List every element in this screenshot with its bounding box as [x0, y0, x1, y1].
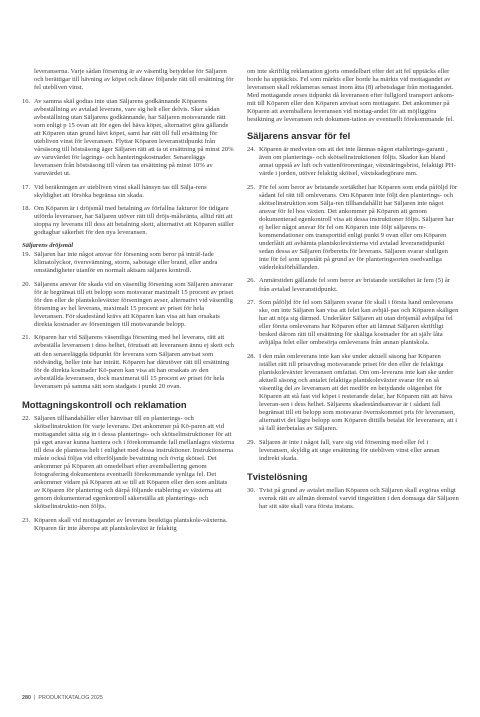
clause-24 [247, 146, 459, 178]
section-heading-seller-liability: Säljarens ansvar för fel [247, 129, 351, 141]
clause-number: 28. [247, 352, 256, 360]
clause-text: Säljaren är inte i något fall, vare sig vid försening med eller fel i leveransen, skyldig att utge ersättning för utebliven vinst eller annan indirekt skada. [259, 438, 440, 462]
left-column [22, 68, 235, 538]
clause-text: Vid beräkningen av utebliven vinst skall hänsyn tas till Sälja-rens skyldighet att försöka begränsa sin skada. [34, 183, 207, 199]
clause-25 [247, 184, 459, 272]
clause-number: 26. [247, 277, 256, 285]
clause-17 [22, 184, 235, 200]
clause-text: Om Köparen är i dröjsmål med betalning av förfallna fakturor för tidigare utförda leveranser, har Säljaren utöver rätt till dröjs-målsränta, alltid rätt att stoppa ny leverans till dess att betalning skett, alternativt att Köparen ställer godtagbar säkerhet för den nya leveransen. [34, 205, 234, 237]
clause-text: Säljaren tillhandahåller eller hänvisar till en planterings- och skötselinstruktion för varje leverans. Det ankommer på Kö-paren att vid mottagandet sätta sig in i dessa planterings- och skötselinstruktioner för att på eget ansvar kunna hantera och i förekommande fall mellanlagra växterna till dess de planteras helt i enlighet med dessa instruktioner. Instruktionerna måste också följas vid efterföljande bevattning och övrig skötsel. Det ankommer på Köparen att omedelbart efter avemballering genom fotografering dokumentera eventuellt förekommande synliga fel. Det ankommer vidare på Köparen att se till att Köparen eller den som anlitats av Köparen för plantering och därpå följande etablering av växterna att genom dokumenterad egenkontroll säkerställa att planterings- och skötselinstruktio-nen följts. [34, 414, 235, 510]
page-footer [22, 695, 103, 701]
clause-18 [22, 205, 235, 237]
clause-number: 17. [22, 183, 31, 191]
clause-number: 18. [22, 205, 31, 213]
clause-22 [22, 415, 235, 511]
clause-text: Tvist på grund av avtalet mellan Köparen och Säljaren skall avgöras enligt svensk rätt av allmän domstol varvid tingsrätten i den domsaga där Säljaren har sitt säte skall vara första instans. [259, 486, 459, 510]
clause-29 [247, 439, 459, 463]
section-heading-dispute: Tvistelösning [247, 470, 308, 482]
clause-text: Säljarens ansvar för skada vid en väsentlig försening som Säljaren ansvarar för är begränsat till ett belopp som motsvarar maximalt 15 procent av priset för den eller de plantskoleväxter förseningen avser, alternativt vid väsentlig försening av hel leverans, maximalt 15 procent av priset för hela leveransen. För skadestånd krävs att Köparen kan visa att han orsakats direkta kostnader av förseningen till motsvarande belopp. [34, 280, 234, 328]
clause-text: Säljaren har inte något ansvar för försening som beror på inträf-fade klimatolyckor, översvämning, storm, sabotage eller brand, eller andra omständigheter utanför en normalt aktsam säljares kontroll. [34, 250, 218, 275]
clause-number: 24. [247, 145, 256, 153]
clause-text: Köparen skall vid mottagandet av leverans besiktiga plantskole-växterna. Köparen får inte åberopa att plantskoleväxt är felaktig [34, 516, 228, 532]
clause-text: Anmärstiden gällande fel som beror av bristande sortäkthet är fem (5) år från avtalad leveranstidpunkt. [259, 277, 450, 293]
clause-text: Som påföljd för fel som Säljaren svarar för skall i första hand omleverans ske, om inte Säljaren kan visa att felet kan avhjäl-pas och Köparen skäligen har att nöja sig därmed. Underlåter Säljaren att utan dröjsmål avhjälpa fel eller företa omleverans har Köparen efter att lämnat Säljaren skriftligt besked därom rätt till ersättning för skäliga kostnader för att själv låta avhjälpa felet eller ombesörja omleverans från annan plantskola. [259, 299, 459, 347]
clause-28 [247, 353, 459, 433]
clause-text: Köparen är medveten om att det inte lämnas någon etablerings-garanti , även om planterings- och skötselinstruktionen följts. Skador kan bland annat uppstå av luft och vattenföroreningar, växtnäringsbrist, felaktigt PH-värde i jorden, utöver felaktig skötsel, växtskadegörare mm. [259, 145, 456, 177]
clause-number: 20. [22, 280, 31, 288]
clause-30 [247, 487, 459, 511]
right-column [247, 68, 459, 517]
clause-27 [247, 299, 459, 347]
catalog-label: PRODUKTKATALOG 2025 [38, 695, 103, 701]
clause-number: 25. [247, 183, 256, 191]
clause-text: Av samma skäl godtas inte utan Säljarens godkännande Köparens avbeställning av avtalad leverans, vare sig helt eller delvis. Sker sådan avbeställning utan Säljarens godkännande, har Säljaren motsvarande rätt som enligt p 15 ovan att för egen del häva köpet, alternativt göra gällande att Köparen utan grund hävt köpet, samt har rätt till full ersättning för utebliven vinst för leveransen. Flyttar Köparen leveranstidpunkt från vårsäsong till höstsäsong äger Säljaren rätt att ta ut ersättning på minst 20% av varuvärdet för lagrings- och hanteringskostnader. Senareläggs leveransen från höstsäsong till våren tas ersättning på minst 10% av varuvärdet ut. [34, 97, 234, 177]
clause-text: Köparen har vid Säljarens väsentliga försening med hel leverans, rätt att avbeställa leveransen i dess helhet, förutsatt att leveransen ännu ej skett och att den senareläggda tidpunkt för leverans som Säljaren anvisat som nödvändig, heller inte har inträtt. Köparen har därutöver rätt till ersättning för de direkta kostnader Kö-paren kan visa att han orsakats av den avbeställda leveransen, dock maximerat till 15 procent av priset för hela leveransen på samma sätt som stadgats i punkt 20 ovan. [34, 334, 234, 390]
clause-text: I den mån omleverans inte kan ske under aktuell säsong har Köparen istället rätt till prisavdrag motsvarande priset för den eller de felaktiga plantskoleväxter leveransen omfattat. Om om-leverans inte kan ske under aktuell säsong och antalet felaktiga plantskoleväxter svarar för en så väsentlig del av leveransen att det medför en betydande olägenhet för Köparen att stå fast vid köpet i resterande delar, har Köparen rätt att häva leveran-sen i dess helhet. Säljarens skadeståndsansvar är i sådant fall begränsat till ett belopp som motsvarar övernskommet pris för leveransen, alternativt det lägre belopp som Köparen dittills betalat för leveransen, att i så fall återbetalas av Säljaren. [259, 352, 458, 433]
clause-16 [22, 98, 235, 178]
continued-paragraph: om inte skriftlig reklamation gjorts omedelbart efter det att fel upptäcks eller borde ha upptäckts. Fel som märkts eller borde ha märkts vid mottagandet av leveransen skall reklameras senast inom åtta (8) arbetsdagar från mottagandet. Med mottagande avses tidpunkt då leveransen efter fullgjord transport ankom-mit till Köparen eller den Köparen anvisat som mottagare. Det ankommer på Köparen att avemballera leveransen vid mottag-andet för att möjliggöra besiktning av leveransen och dokumen-tation av eventuellt förekommande fel. [247, 68, 455, 124]
footer-separator: | [34, 695, 36, 701]
continued-paragraph: leveranserna. Varje sådan försening är av väsentlig betydelse för Säljaren och berättigar till hävning av köpet och därav följande rätt till ersättning för fel utebliven vinst. [34, 68, 234, 92]
clause-19 [22, 251, 235, 275]
clause-20 [22, 281, 235, 329]
clause-number: 27. [247, 299, 256, 307]
clause-number: 23. [22, 516, 31, 524]
clause-number: 30. [247, 486, 256, 494]
clause-text: För fel som beror av bristande sortäkthet har Köparen som enda påföljd för sådant fel rätt till omleverans. Om Köparen inte följt den planterings- och skötselinstruktion som Sälja-ren tillhandahållit har Säljaren inte något ansvar för fel hos växten. Det ankommer på Köparen att genom dokumenterad egenkontroll visa att dessa instruktioner följts. Säljaren har ej heller något ansvar för fel om Köparen inte följt säljarens re-kommendationer om transporttid enligt punkt 9 ovan eller om Köparen underlåtit att avhämta plantskoleväxterna vid avtalad leveranstidpunkt sedan dessa av Säljaren förberetts för leverans. Säljaren svarar slutligen inte för fel som uppstått på grund av för planteringsorten osedvanliga väderleksförhållanden. [259, 183, 458, 271]
clause-23 [22, 517, 235, 533]
page-number: 280 [22, 695, 31, 701]
clause-21 [22, 334, 235, 390]
clause-number: 22. [22, 414, 31, 422]
subheading-seller-delay: Säljarens dröjsmål [22, 241, 74, 249]
clause-number: 29. [247, 438, 256, 446]
clause-number: 19. [22, 250, 31, 258]
clause-number: 16. [22, 97, 31, 105]
section-heading-inspection: Mottagningskontroll och reklamation [22, 398, 187, 410]
clause-number: 21. [22, 334, 31, 342]
clause-26 [247, 277, 459, 293]
